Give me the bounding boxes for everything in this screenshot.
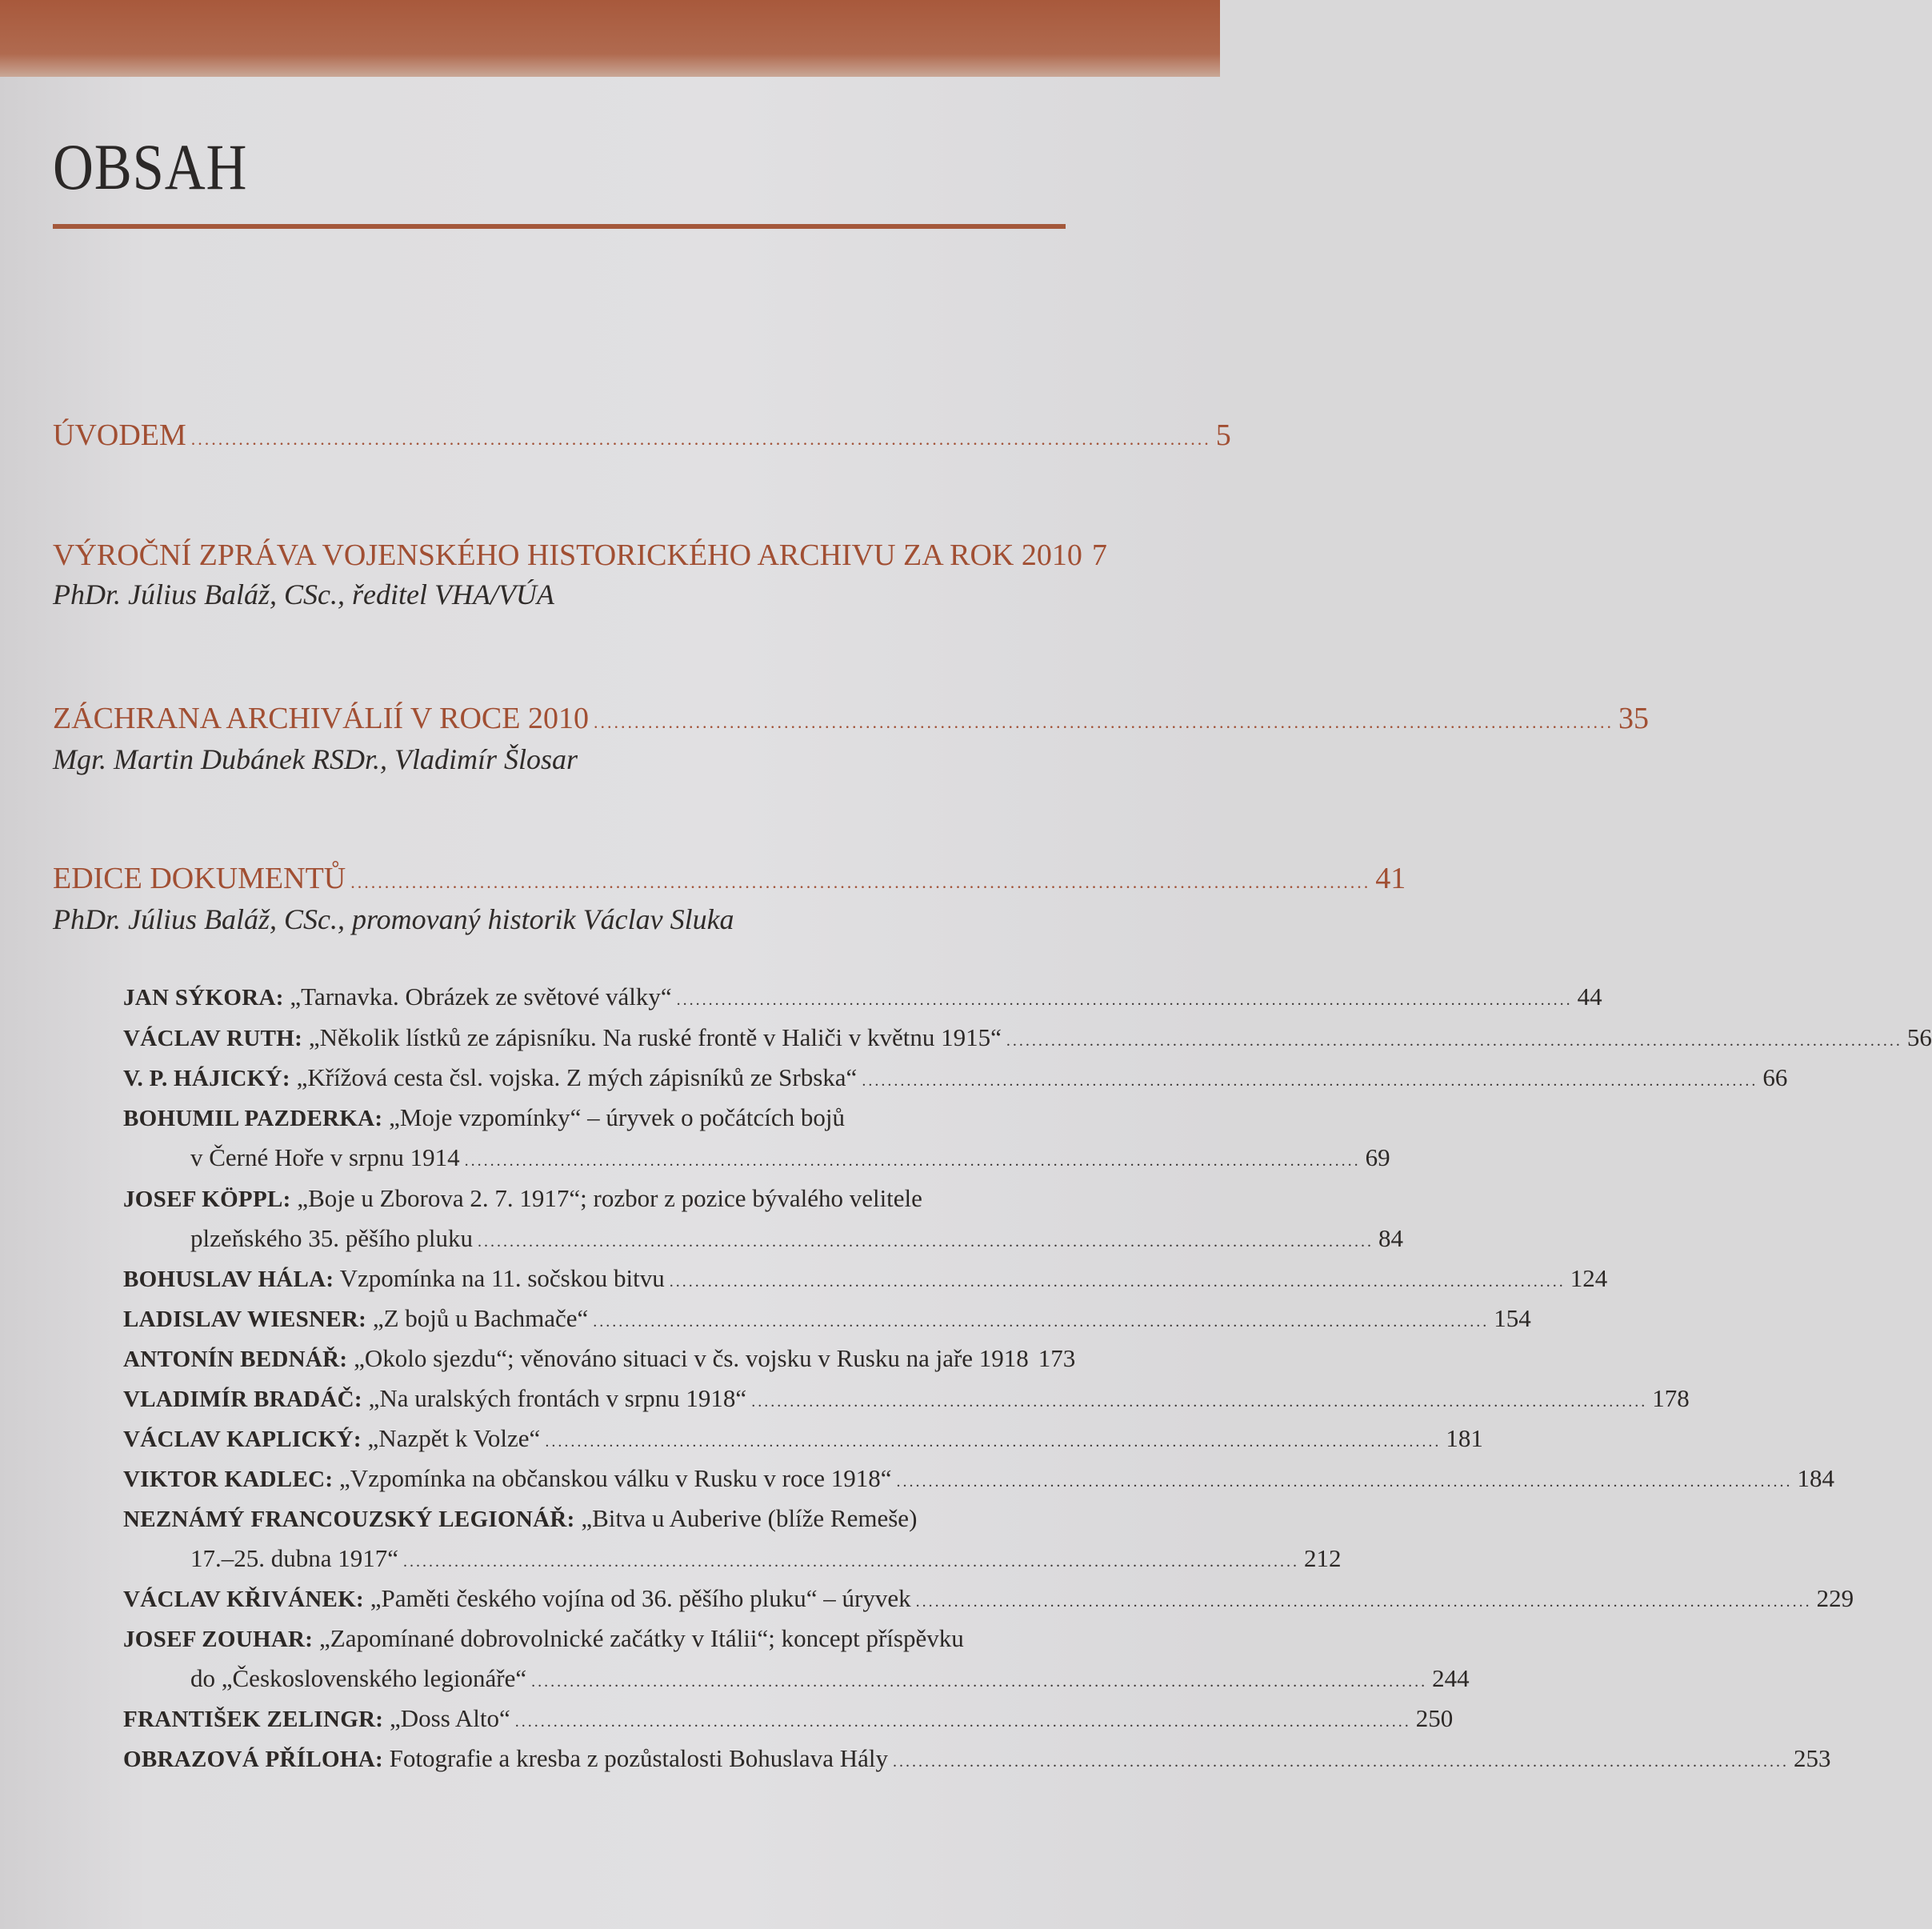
entry-author: JOSEF KÖPPL: bbox=[123, 1187, 291, 1212]
dot-leader: ...................................................................................................................................................... bbox=[350, 872, 1371, 892]
page-number: 229 bbox=[1816, 1584, 1854, 1612]
title-underline bbox=[53, 224, 1066, 229]
entry-title: „Zapomínané dobrovolnické začátky v Itálii“; koncept příspěvku bbox=[319, 1624, 964, 1652]
toc-entry[interactable] bbox=[123, 1304, 1531, 1333]
entry-title: „Křížová cesta čsl. vojska. Z mých zápisníků ze Srbska“ bbox=[296, 1063, 858, 1091]
entry-title-continued: v Černé Hoře v srpnu 1914 bbox=[190, 1143, 460, 1171]
toc-entry[interactable] bbox=[123, 1103, 1072, 1132]
toc-entry[interactable] bbox=[123, 1464, 1834, 1493]
toc-entry[interactable] bbox=[123, 1704, 1454, 1733]
entry-author: VÁCLAV KŘIVÁNEK: bbox=[123, 1587, 365, 1612]
dot-leader: ............................................................................................................................................ bbox=[915, 1593, 1812, 1611]
page-number: 250 bbox=[1415, 1704, 1454, 1732]
dot-leader: ............................................................................................................................................ bbox=[545, 1433, 1442, 1451]
page-number: 44 bbox=[1577, 983, 1602, 1011]
toc-entry[interactable] bbox=[123, 1744, 1831, 1773]
section-author: Mgr. Martin Dubánek RSDr., Vladimír Šlosar bbox=[53, 743, 578, 775]
section-title: VÝROČNÍ ZPRÁVA VOJENSKÉHO HISTORICKÉHO ARCHIVU ZA ROK 2010 bbox=[53, 538, 1082, 572]
section-title: ÚVODEM bbox=[53, 418, 186, 452]
page-number: 35 bbox=[1618, 702, 1649, 735]
page-number: 41 bbox=[1375, 862, 1406, 895]
dot-leader: ............................................................................................................................................ bbox=[464, 1152, 1361, 1170]
dot-leader: ............................................................................................................................................ bbox=[593, 1313, 1490, 1331]
toc-entry-continuation[interactable] bbox=[190, 1544, 1342, 1573]
dot-leader: ............................................................................................................................................ bbox=[669, 1273, 1566, 1291]
entry-author: VIKTOR KADLEC: bbox=[123, 1467, 334, 1492]
entry-author: FRANTIŠEK ZELINGR: bbox=[123, 1707, 384, 1732]
toc-entry[interactable] bbox=[123, 1264, 1608, 1293]
dot-leader: ............................................................................................................................................ bbox=[896, 1473, 1793, 1491]
toc-entry[interactable] bbox=[123, 1063, 1788, 1092]
dot-leader: ............................................................................................................................................ bbox=[531, 1673, 1428, 1691]
page-number: 56 bbox=[1906, 1023, 1932, 1051]
entry-title: „Moje vzpomínky“ – úryvek o počátcích bojů bbox=[389, 1103, 846, 1131]
page-number: 5 bbox=[1215, 418, 1231, 452]
page-number: 154 bbox=[1494, 1304, 1531, 1332]
dot-leader: ............................................................................................................................................ bbox=[514, 1713, 1411, 1731]
entry-title: „Boje u Zborova 2. 7. 1917“; rozbor z pozice bývalého velitele bbox=[297, 1184, 922, 1212]
toc-entry-continuation[interactable] bbox=[190, 1224, 1404, 1253]
toc-entry-continuation[interactable] bbox=[190, 1664, 1470, 1693]
toc-entry[interactable] bbox=[123, 1504, 1072, 1533]
page-number: 253 bbox=[1793, 1744, 1831, 1772]
page-number: 244 bbox=[1432, 1664, 1470, 1692]
entry-author: JOSEF ZOUHAR: bbox=[123, 1627, 314, 1652]
section-author: PhDr. Július Baláž, CSc., promovaný historik Václav Sluka bbox=[53, 903, 734, 935]
dot-leader: ............................................................................................................................................ bbox=[862, 1072, 1758, 1090]
entry-author: VLADIMÍR BRADÁČ: bbox=[123, 1387, 362, 1412]
page-number: 184 bbox=[1797, 1464, 1834, 1492]
toc-entry[interactable] bbox=[123, 1344, 1076, 1373]
top-color-band bbox=[0, 0, 1220, 77]
dot-leader: ............................................................................................................................................ bbox=[478, 1233, 1374, 1251]
entry-title: „Paměti českého vojína od 36. pěšího pluku“ – úryvek bbox=[370, 1584, 911, 1612]
entry-author: VÁCLAV RUTH: bbox=[123, 1026, 303, 1051]
dot-leader: ............................................................................................................................................ bbox=[676, 991, 1573, 1009]
page-number: 84 bbox=[1378, 1224, 1404, 1252]
entry-author: NEZNÁMÝ FRANCOUZSKÝ LEGIONÁŘ: bbox=[123, 1507, 575, 1532]
toc-entry[interactable] bbox=[123, 983, 1602, 1011]
dot-leader: ............................................................................................................................................ bbox=[1006, 1032, 1902, 1050]
toc-entry[interactable] bbox=[123, 1023, 1932, 1052]
entry-title: „Z bojů u Bachmače“ bbox=[372, 1304, 589, 1332]
entry-title: „Doss Alto“ bbox=[390, 1704, 510, 1732]
entry-author: LADISLAV WIESNER: bbox=[123, 1307, 367, 1332]
dot-leader: ............................................................................................................................................ bbox=[403, 1553, 1300, 1571]
entry-title: „Tarnavka. Obrázek ze světové války“ bbox=[290, 983, 672, 1011]
page-number: 69 bbox=[1365, 1143, 1390, 1171]
entry-author: VÁCLAV KAPLICKÝ: bbox=[123, 1427, 362, 1452]
section-title: ZÁCHRANA ARCHIVÁLIÍ V ROCE 2010 bbox=[53, 702, 589, 735]
entry-title: „Nazpět k Volze“ bbox=[367, 1424, 541, 1452]
entry-author: BOHUMIL PAZDERKA: bbox=[123, 1106, 383, 1131]
entry-title: Vzpomínka na 11. sočskou bitvu bbox=[339, 1264, 665, 1292]
dot-leader: ............................................................................................................................................ bbox=[892, 1753, 1789, 1771]
entry-author: V. P. HÁJICKÝ: bbox=[123, 1066, 290, 1091]
entry-title: Fotografie a kresba z pozůstalosti Bohuslava Hály bbox=[389, 1744, 888, 1772]
section-author: PhDr. Július Baláž, CSc., ředitel VHA/VÚA bbox=[53, 578, 554, 610]
entry-title: „Bitva u Auberive (blíže Remeše) bbox=[581, 1504, 918, 1532]
dot-leader: ...................................................................................................................................................... bbox=[190, 429, 1211, 449]
entry-title: „Vzpomínka na občanskou válku v Rusku v roce 1918“ bbox=[339, 1464, 892, 1492]
entry-title: „Na uralských frontách v srpnu 1918“ bbox=[368, 1384, 747, 1412]
page-number: 178 bbox=[1652, 1384, 1690, 1412]
page-number: 212 bbox=[1304, 1544, 1342, 1572]
toc-entry[interactable] bbox=[123, 1384, 1690, 1413]
toc-section-zachrana-archivalii[interactable] bbox=[53, 701, 1649, 736]
section-title: EDICE DOKUMENTŮ bbox=[53, 862, 346, 895]
toc-entry-continuation[interactable] bbox=[190, 1143, 1390, 1172]
toc-entry[interactable] bbox=[123, 1584, 1854, 1613]
entry-author: ANTONÍN BEDNÁŘ: bbox=[123, 1347, 348, 1372]
entry-author: BOHUSLAV HÁLA: bbox=[123, 1267, 334, 1292]
page-title: OBSAH bbox=[53, 130, 248, 203]
dot-leader: ............................................................................................................................................ bbox=[751, 1393, 1648, 1411]
entry-title-continued: 17.–25. dubna 1917“ bbox=[190, 1544, 399, 1572]
page-number: 7 bbox=[1091, 538, 1107, 572]
dot-leader: ...................................................................................................................................................... bbox=[593, 712, 1614, 732]
toc-entry[interactable] bbox=[123, 1624, 1072, 1653]
toc-section-edice-dokumentu[interactable] bbox=[53, 861, 1406, 896]
page-number: 66 bbox=[1762, 1063, 1788, 1091]
toc-section-vyrocni-zprava[interactable] bbox=[53, 538, 1107, 573]
page-number: 181 bbox=[1446, 1424, 1483, 1452]
entry-author: OBRAZOVÁ PŘÍLOHA: bbox=[123, 1747, 383, 1772]
toc-section-uvodem[interactable] bbox=[53, 418, 1231, 453]
page-number: 173 bbox=[1038, 1344, 1076, 1372]
entry-author: JAN SÝKORA: bbox=[123, 985, 284, 1011]
entry-title-continued: do „Československého legionáře“ bbox=[190, 1664, 527, 1692]
entry-title: „Několik lístků ze zápisníku. Na ruské frontě v Haliči v květnu 1915“ bbox=[308, 1023, 1002, 1051]
toc-entry[interactable] bbox=[123, 1184, 1072, 1213]
entry-title-continued: plzeňského 35. pěšího pluku bbox=[190, 1224, 474, 1252]
page-number: 124 bbox=[1570, 1264, 1608, 1292]
entry-title: „Okolo sjezdu“; věnováno situaci v čs. vojsku v Rusku na jaře 1918 bbox=[354, 1344, 1029, 1372]
toc-entry[interactable] bbox=[123, 1424, 1483, 1453]
